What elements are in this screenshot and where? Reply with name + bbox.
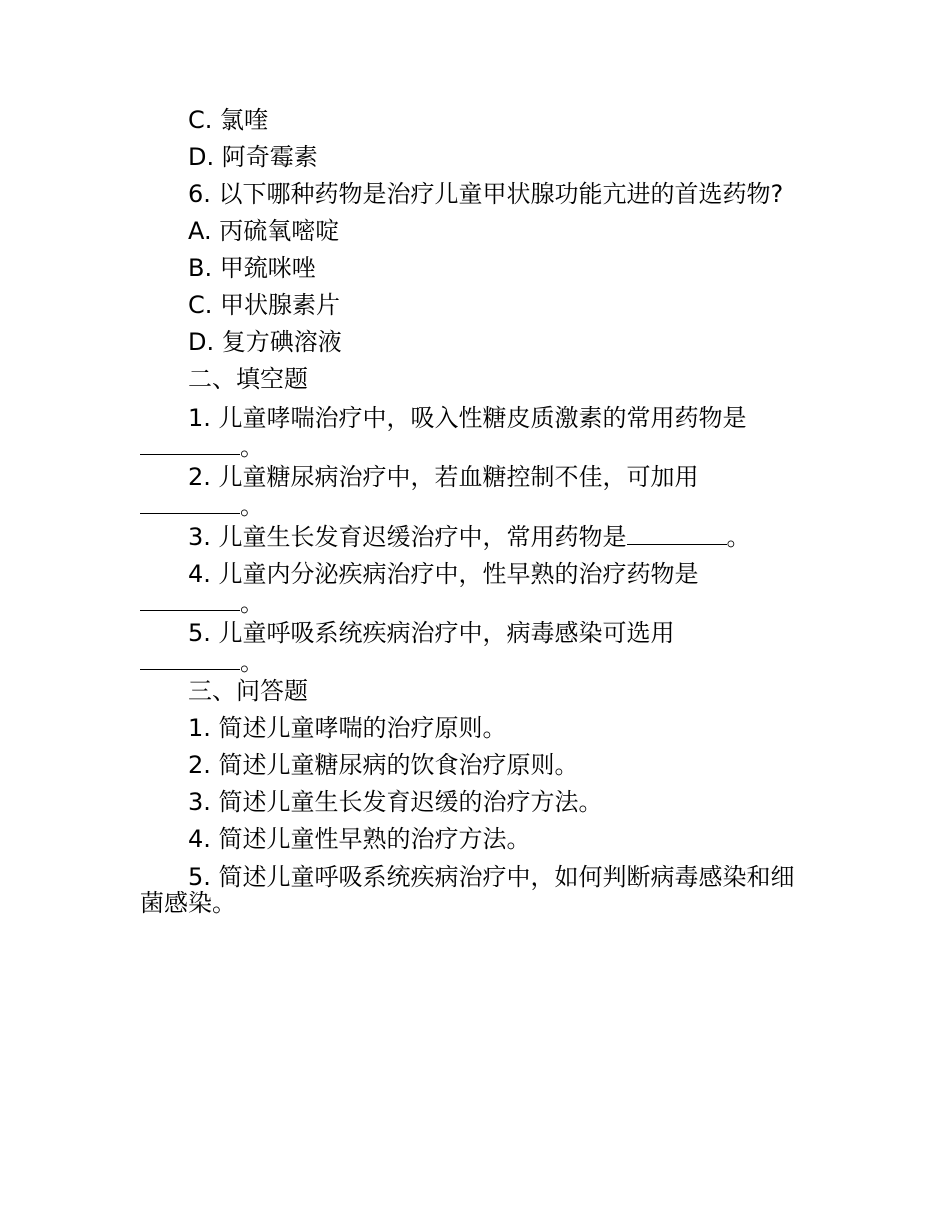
q6-option-d: D. 复方碘溶液 <box>188 328 342 356</box>
fill-in-q2-answer <box>140 491 830 520</box>
q5-option-c: C. 氯喹 <box>188 106 269 134</box>
q6-option-b: B. 甲巯咪唑 <box>188 254 316 282</box>
short-answer-q5-line2: 菌感染。 <box>140 889 236 917</box>
fill-in-q4-text: 4. 儿童内分泌疾病治疗中，性早熟的治疗药物是 <box>188 560 699 588</box>
q6-option-a: A. 丙硫氧嘧啶 <box>188 217 340 245</box>
answer-blank <box>140 588 240 611</box>
short-answer-q3: 3. 简述儿童生长发育迟缓的治疗方法。 <box>188 788 603 816</box>
fill-in-q3-text: 3. 儿童生长发育迟缓治疗中，常用药物是 <box>188 523 627 551</box>
answer-blank <box>140 647 240 670</box>
fill-in-q5-text: 5. 儿童呼吸系统疾病治疗中，病毒感染可选用 <box>188 619 675 647</box>
q6-option-c: C. 甲状腺素片 <box>188 291 341 319</box>
period-mark: 。 <box>240 648 264 676</box>
fill-in-q1 <box>140 404 830 461</box>
short-answer-q5 <box>140 864 830 916</box>
fill-in-q1-answer <box>140 432 830 461</box>
short-answer-q2: 2. 简述儿童糖尿病的饮食治疗原则。 <box>188 751 579 779</box>
fill-in-q1-text: 1. 儿童哮喘治疗中，吸入性糖皮质激素的常用药物是 <box>188 404 747 432</box>
fill-in-q5 <box>140 619 830 676</box>
period-mark: 。 <box>240 433 264 461</box>
period-mark: 。 <box>240 589 264 617</box>
period-mark: 。 <box>726 523 751 551</box>
fill-in-heading: 二、填空题 <box>188 365 308 393</box>
fill-in-q3 <box>188 522 751 552</box>
answer-blank <box>140 432 240 455</box>
short-answer-q1: 1. 简述儿童哮喘的治疗原则。 <box>188 714 507 742</box>
q5-option-d: D. 阿奇霉素 <box>188 143 318 171</box>
q6-stem: 6. 以下哪种药物是治疗儿童甲状腺功能亢进的首选药物? <box>188 180 784 208</box>
answer-blank <box>140 491 240 514</box>
short-answer-q5-line1: 5. 简述儿童呼吸系统疾病治疗中，如何判断病毒感染和细 <box>188 863 795 891</box>
answer-blank <box>627 522 727 545</box>
fill-in-q4 <box>140 560 830 617</box>
fill-in-q4-answer <box>140 588 830 617</box>
short-answer-heading: 三、问答题 <box>188 677 308 705</box>
fill-in-q2 <box>140 463 830 520</box>
fill-in-q2-text: 2. 儿童糖尿病治疗中，若血糖控制不佳，可加用 <box>188 463 699 491</box>
fill-in-q5-answer <box>140 647 830 676</box>
period-mark: 。 <box>240 492 264 520</box>
short-answer-q4: 4. 简述儿童性早熟的治疗方法。 <box>188 825 531 853</box>
